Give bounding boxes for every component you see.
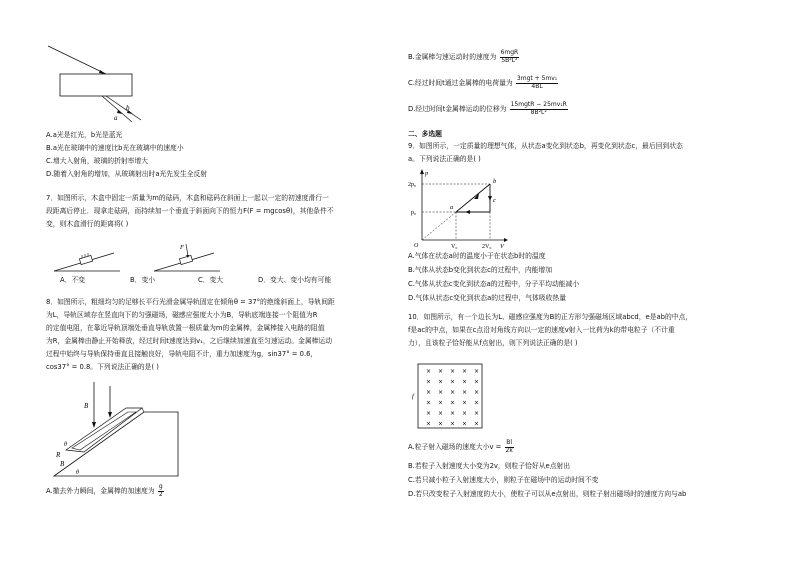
q8-option-a bbox=[46, 484, 165, 498]
q9-text-line-1: 9．如图所示，一定质量的理想气体，从状态a变化到状态b，再变化到状态c，最后回到状态 bbox=[408, 142, 683, 150]
field-cross-mark: × bbox=[438, 368, 444, 375]
field-cross-mark: × bbox=[462, 368, 468, 375]
q9-axis-v-label: V bbox=[500, 243, 504, 250]
q8-option-d bbox=[408, 102, 569, 116]
q7-option-c: C．变大 bbox=[198, 276, 224, 284]
q9-state-b-label: b bbox=[493, 178, 497, 185]
field-cross-mark: × bbox=[450, 389, 456, 396]
field-cross-mark: × bbox=[450, 368, 456, 375]
q8-option-d-fraction bbox=[510, 102, 568, 116]
q9-state-a-label: a bbox=[450, 204, 454, 211]
field-cross-mark: × bbox=[462, 399, 468, 407]
q9-option-b: B.气体从状态b变化到状态c的过程中，内能增加 bbox=[408, 266, 553, 274]
q6-option-c: C.增大入射角，玻璃的折射率增大 bbox=[46, 157, 149, 165]
field-cross-mark: × bbox=[462, 410, 468, 417]
q8-option-d-text: D.经过时间t金属棒运动的位移为 bbox=[408, 105, 507, 113]
q8-r-label: R bbox=[56, 451, 61, 459]
q8-theta-label-1: θ bbox=[64, 442, 67, 448]
field-cross-mark: × bbox=[438, 389, 444, 396]
q8-option-c-fraction bbox=[516, 76, 558, 90]
q8-option-a-text: A.撤去外力瞬间，金属棒的加速度为 bbox=[46, 487, 155, 495]
q9-axis-p-label: p bbox=[425, 170, 429, 177]
q9-text-line-2: a。下列说法正确的是( ) bbox=[408, 155, 481, 163]
q7-incline-figure-2 bbox=[154, 242, 224, 273]
q8-option-b bbox=[408, 50, 520, 64]
q6-option-b: B.a光在玻璃中的速度比b光在玻璃中的速度小 bbox=[46, 144, 184, 152]
q10-option-a bbox=[408, 440, 515, 454]
q7-option-a: A．不变 bbox=[60, 276, 86, 284]
q6-ray-b-label: b bbox=[126, 104, 130, 112]
q8-option-b-text: B.金属棒匀速运动时的速度为 bbox=[408, 53, 497, 61]
q10-option-a-fraction bbox=[505, 440, 514, 454]
q8-option-b-denominator: 5B²L² bbox=[501, 56, 518, 64]
q8-option-a-denominator: 2 bbox=[158, 490, 163, 498]
q7-text-line-3: 变，则木盒滑行的距离将( ) bbox=[46, 220, 129, 228]
q9-tick-2p0: 2p₀ bbox=[408, 182, 417, 188]
q6-option-a: A.a光是红光，b光是蓝光 bbox=[46, 131, 123, 139]
field-cross-mark: × bbox=[474, 389, 480, 396]
q8-incline-rails-figure bbox=[52, 378, 184, 480]
q8-option-a-fraction bbox=[158, 484, 164, 498]
q10-option-c: C.若只减小粒子入射速度大小，则粒子在磁场中的运动时间不变 bbox=[408, 476, 599, 484]
q9-pv-graph bbox=[408, 168, 508, 250]
field-cross-mark: × bbox=[462, 389, 468, 396]
field-cross-mark: × bbox=[438, 378, 444, 386]
q8-option-c-denominator: 4BL bbox=[531, 82, 543, 90]
q10-text-line-2: f是ac的中点，如果在c点沿对角线方向以一定的速度v射入一比荷为k的带电粒子（不计重 bbox=[408, 326, 675, 334]
field-cross-mark: × bbox=[426, 420, 432, 428]
field-cross-mark: × bbox=[450, 410, 456, 417]
q10-option-a-text: A.粒子射入磁场的速度大小v = bbox=[408, 443, 502, 451]
q7-force-label: F bbox=[180, 244, 184, 251]
q8-option-d-numerator: 15mgtR − 25mv₁R bbox=[510, 101, 567, 108]
q9-option-c: C.气体从状态c变化到状态a的过程中，分子平均动能减小 bbox=[408, 280, 580, 288]
q6-ray-a-label: a bbox=[114, 114, 118, 122]
q6-glass-block-figure bbox=[46, 44, 156, 124]
q8-theta-label-2: θ bbox=[76, 470, 79, 476]
field-cross-mark: × bbox=[426, 410, 432, 417]
q10-point-f-label: f bbox=[412, 393, 414, 400]
field-cross-mark: × bbox=[450, 420, 456, 428]
q10-text-line-3: 力），且该粒子恰好能从f点射出，则下列说法正确的是( ) bbox=[408, 339, 578, 347]
q8-b-label-2: B bbox=[60, 460, 65, 468]
q10-option-d: D.若只改变粒子入射速度的大小，使粒子可以从e点射出，则粒子射出磁场时的速度方向与ab bbox=[408, 490, 687, 498]
field-cross-mark: × bbox=[438, 399, 444, 407]
q8-option-d-denominator: 8B²L² bbox=[530, 108, 547, 116]
field-cross-mark: × bbox=[426, 368, 432, 375]
q7-option-d: D．变大、变小均有可能 bbox=[258, 276, 332, 284]
q8-text-line-2: 为L，导轨区域存在竖直向下的匀强磁场，磁感应强度大小为B，导轨底端连接一个阻值为R bbox=[46, 311, 318, 319]
section-title-multiple-choice: 二、多选题 bbox=[408, 130, 442, 138]
q9-tick-2v0: 2V₀ bbox=[482, 244, 492, 250]
q8-option-b-fraction bbox=[500, 50, 520, 64]
q9-option-a: A.气体在状态a时的温度小于在状态b时的温度 bbox=[408, 252, 546, 260]
q10-magnetic-field-figure bbox=[412, 360, 486, 432]
q8-text-line-6: cos37° = 0.8。下列说法正确的是( ) bbox=[46, 363, 159, 371]
field-cross-mark: × bbox=[426, 378, 432, 386]
field-cross-mark: × bbox=[474, 378, 480, 386]
q10-option-b: B.若粒子入射速度大小变为2v，则粒子恰好从e点射出 bbox=[408, 462, 571, 470]
field-cross-mark: × bbox=[474, 420, 480, 428]
field-cross-mark: × bbox=[426, 399, 432, 407]
q8-option-c-text: C.经过时间t通过金属棒的电荷量为 bbox=[408, 79, 513, 87]
field-cross-mark: × bbox=[462, 420, 468, 428]
q8-option-b-numerator: 6mgR bbox=[500, 49, 519, 56]
q9-option-d: D.气体从状态c变化到状态a的过程中，气体吸收热量 bbox=[408, 294, 567, 302]
field-cross-mark: × bbox=[450, 378, 456, 386]
q8-option-a-numerator: g bbox=[158, 483, 163, 490]
field-cross-mark: × bbox=[438, 420, 444, 428]
field-cross-mark: × bbox=[474, 410, 480, 417]
q8-text-line-1: 8．如图所示，粗细均匀的足够长平行光滑金属导轨固定在倾角θ = 37°的绝缘斜面上，导轨间距 bbox=[46, 298, 335, 306]
q8-b-label-1: B bbox=[84, 402, 89, 410]
q9-state-c-label: c bbox=[493, 197, 496, 204]
field-cross-mark: × bbox=[450, 399, 456, 407]
q10-text-line-1: 10．如图所示，有一个边长为L、磁感应强度为B的正方形匀强磁场区域abcd，e是ab的中点， bbox=[408, 313, 693, 321]
q6-option-d: D.随着入射角的增加，从玻璃射出时a光先发生全反射 bbox=[46, 170, 208, 178]
q8-text-line-5: 过程中始终与导轨保持垂直且接触良好，导轨电阻不计，重力加速度为g，sin37° = 0.6， bbox=[46, 350, 318, 358]
field-cross-mark: × bbox=[426, 389, 432, 396]
field-cross-mark: × bbox=[438, 410, 444, 417]
q10-option-a-denominator: 2k bbox=[505, 446, 513, 454]
q9-tick-p0: p₀ bbox=[411, 210, 417, 216]
q8-option-c bbox=[408, 76, 559, 90]
q8-text-line-3: 的定值电阻，在靠近导轨顶端处垂直导轨放置一根质量为m的金属棒，金属棒接入电路的阻值 bbox=[46, 324, 325, 332]
q9-tick-v0: V₀ bbox=[451, 244, 458, 250]
q9-origin-label: O bbox=[414, 243, 419, 249]
q7-option-b: B．变小 bbox=[130, 276, 156, 284]
field-cross-mark: × bbox=[474, 399, 480, 407]
q10-option-a-numerator: Bl bbox=[506, 439, 513, 446]
q7-text-line-2: 段距离后停止．现拿走砝码，而持续加一个垂直于斜面向下的恒力F(F = mgcosθ)，其他条件不 bbox=[46, 207, 334, 215]
q7-text-line-1: 7．如图所示，木盒中固定一质量为m的砝码，木盒和砝码在斜面上一起以一定的初速度滑行一 bbox=[46, 194, 329, 202]
field-cross-mark: × bbox=[474, 368, 480, 375]
field-cross-mark: × bbox=[462, 378, 468, 386]
q7-incline-figure-1 bbox=[54, 249, 124, 273]
q8-text-line-4: 为R，金属棒由静止开始释放，经过时间t速度达到v₁，之后继续加速直至匀速运动。金属棒运动 bbox=[46, 337, 333, 345]
q8-option-c-numerator: 3mgt + 5mv₁ bbox=[516, 75, 558, 82]
